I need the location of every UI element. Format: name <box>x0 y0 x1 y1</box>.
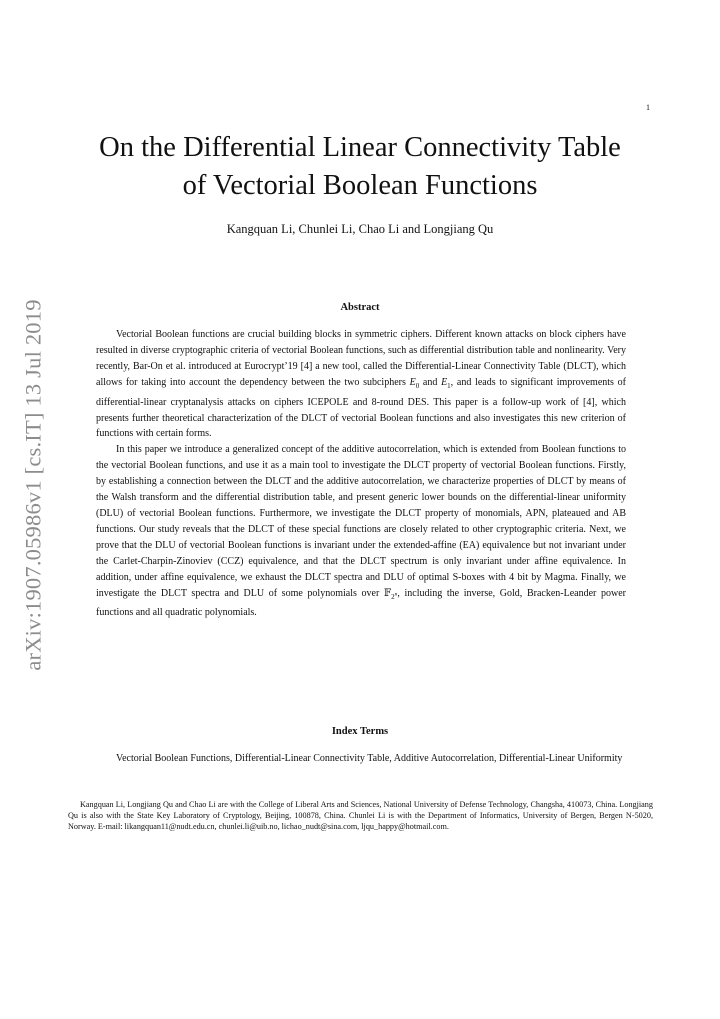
authors: Kangquan Li, Chunlei Li, Chao Li and Longjiang Qu <box>226 222 494 236</box>
footnote-text: Kangquan Li, Longjiang Qu and Chao Li are with the College of Liberal Arts and Sciences, National University of Defense Technology, Changsha, 410073, China. Longjiang Qu is also with the State Key Laboratory of Cryptology, Beijing, 100878, China. Chunlei Li is with the Department of Informatics, University of Bergen, Bergen N-5020, Norway. E-mail: likangquan11@nudt.edu.cn, chunlei.li@uib.no, lichao_nudt@sina.com, ljqu_happy@hotmail.com. <box>68 800 653 832</box>
symbol-e0: $E_0$ <box>409 376 420 390</box>
symbol-e1: $E_1$ <box>441 376 451 390</box>
title-line-1: On the Differential Linear Connectivity Table <box>99 132 621 163</box>
arxiv-stamp <box>8 299 60 671</box>
page-number: 1 <box>646 103 650 112</box>
index-terms-text: Vectorial Boolean Functions, Differential-Linear Connectivity Table, Additive Autocorrelation, Differential-Linear Uniformity <box>116 753 623 764</box>
abstract-paragraph-2: In this paper we introduce a generalized concept of the additive autocorrelation, which is extended from Boolean functions to the vectorial Boolean functions, and use it as a main tool to investigate the DLCT property of vectorial Boolean functions. Firstly, by establishing a connection between the DLCT and the additive autocorrelation, we characterize properties of DLCT by means of the Walsh transform and the differential distribution table, and present generic lower bounds on the differential-linear uniformity (DLU) of vectorial Boolean functions. Furthermore, we investigate the DLCT property of monomials, APN, plateaued and AB functions. Our study reveals that the DLCT of these special functions are closely related to other cryptographic criteria. Next, we prove that the DLU of vectorial Boolean functions is invariant under the extended-affine (EA) equivalence but not invariant under the Carlet-Charpin-Zinoviev (CCZ) equivalence, and that the DLCT spectrum is only invariant under affine equivalence. In addition, under affine equivalence, we exhaust the DLCT spectra and DLU of optimal S-boxes with 4 bit by Magma. Finally, we investigate the DLCT spectra and DLU of some polynomials over 𝔽$_{2^n}$, including the inverse, Gold, Bracken-Leander power functions and all quadratic polynomials. <box>96 444 627 619</box>
arxiv-id: arXiv:1907.05986v1 [cs.IT] 13 Jul 2019 <box>21 299 46 671</box>
abstract-paragraph-1: Vectorial Boolean functions are crucial building blocks in symmetric ciphers. Different known attacks on block ciphers have resulted in diverse cryptographic criteria of vectorial Boolean functions, such as differential distribution table and nonlinearity. Very recently, Bar-On et al. introduced at Eurocrypt’19 [4] a new tool, called the Differential-Linear Connectivity Table (DLCT), which allows for taking into account the dependency between the two subciphers $E_0$ and $E_1$, and leads to significant improvements of differential-linear cryptanalysis attacks on ciphers ICEPOLE and 8-round DES. This paper is a follow-up work of [4], which presents further theoretical characterization of the DLCT of vectorial Boolean functions and also investigates this new criterion of functions with certain forms. <box>96 329 626 440</box>
index-terms-heading: Index Terms <box>331 726 389 737</box>
abstract-body <box>96 327 626 621</box>
number-four: 4 <box>509 571 515 583</box>
paper-title <box>60 129 660 205</box>
index-terms-body <box>96 751 626 767</box>
affiliation-footnote <box>68 799 653 833</box>
title-line-2: of Vectorial Boolean Functions <box>182 170 538 201</box>
symbol-field: 𝔽$_{2^n}$ <box>383 587 398 601</box>
abstract-heading: Abstract <box>340 302 380 313</box>
